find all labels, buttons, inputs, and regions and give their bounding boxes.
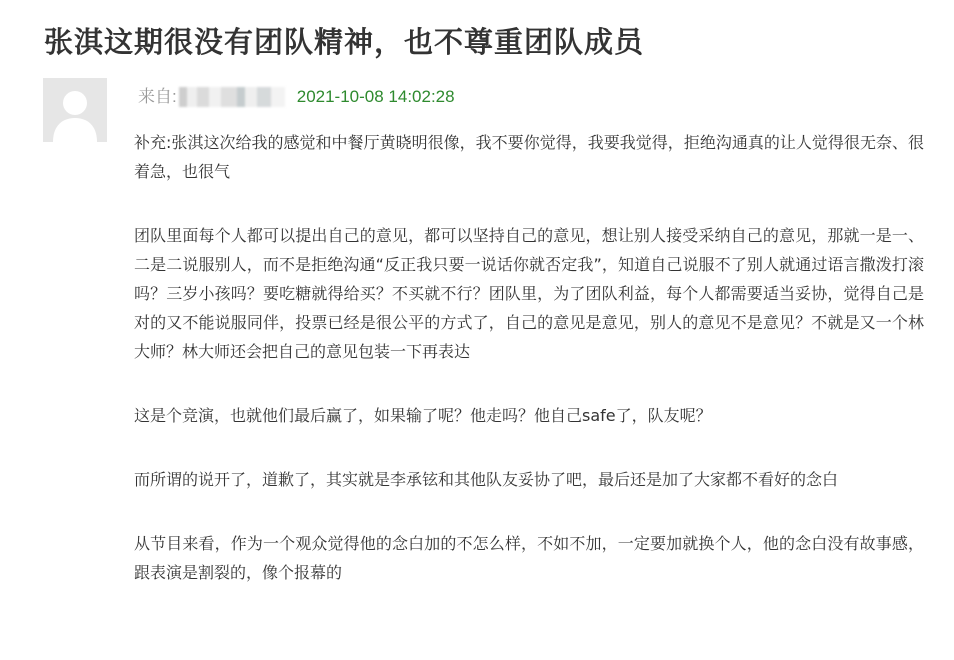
paragraph: 从节目来看，作为一个观众觉得他的念白加的不怎么样，不如不加，一定要加就换个人，他的念白没有故事感，跟表演是割裂的，像个报幕的 bbox=[134, 534, 924, 582]
paragraph: 补充:张淇这次给我的感觉和中餐厅黄晓明很像，我不要你觉得，我要我觉得，拒绝沟通真的让人觉得很无奈、很着急，也很气 bbox=[134, 133, 924, 181]
post-meta bbox=[138, 84, 455, 110]
post-title: 张淇这期很没有团队精神，也不尊重团队成员 bbox=[44, 25, 645, 59]
from-label: 来自: bbox=[138, 87, 177, 106]
default-user-icon bbox=[43, 78, 107, 142]
author-name-redacted[interactable] bbox=[179, 87, 285, 107]
post-content bbox=[134, 128, 924, 622]
avatar[interactable] bbox=[43, 78, 107, 142]
paragraph: 这是个竞演，也就他们最后赢了，如果输了呢？他走吗？他自己safe了，队友呢？ bbox=[134, 406, 712, 425]
post-timestamp: 2021-10-08 14:02:28 bbox=[296, 87, 455, 106]
paragraph: 团队里面每个人都可以提出自己的意见，都可以坚持自己的意见，想让别人接受采纳自己的意见，那就一是一、二是二说服别人，而不是拒绝沟通“反正我只要一说话你就否定我”，知道自己说服不了别人就通过语言撒泼打滚吗？三岁小孩吗？要吃糖就得给买？不买就不行？团队里，为了团队利益，每个人都需要适当妥协，觉得自己是对的又不能说服同伴，投票已经是很公平的方式了，自己的意见是意见，别人的意见不是意见？不就是又一个林大师？林大师还会把自己的意见包装一下再表达 bbox=[134, 226, 924, 361]
paragraph: 而所谓的说开了，道歉了，其实就是李承铉和其他队友妥协了吧，最后还是加了大家都不看好的念白 bbox=[134, 470, 839, 489]
